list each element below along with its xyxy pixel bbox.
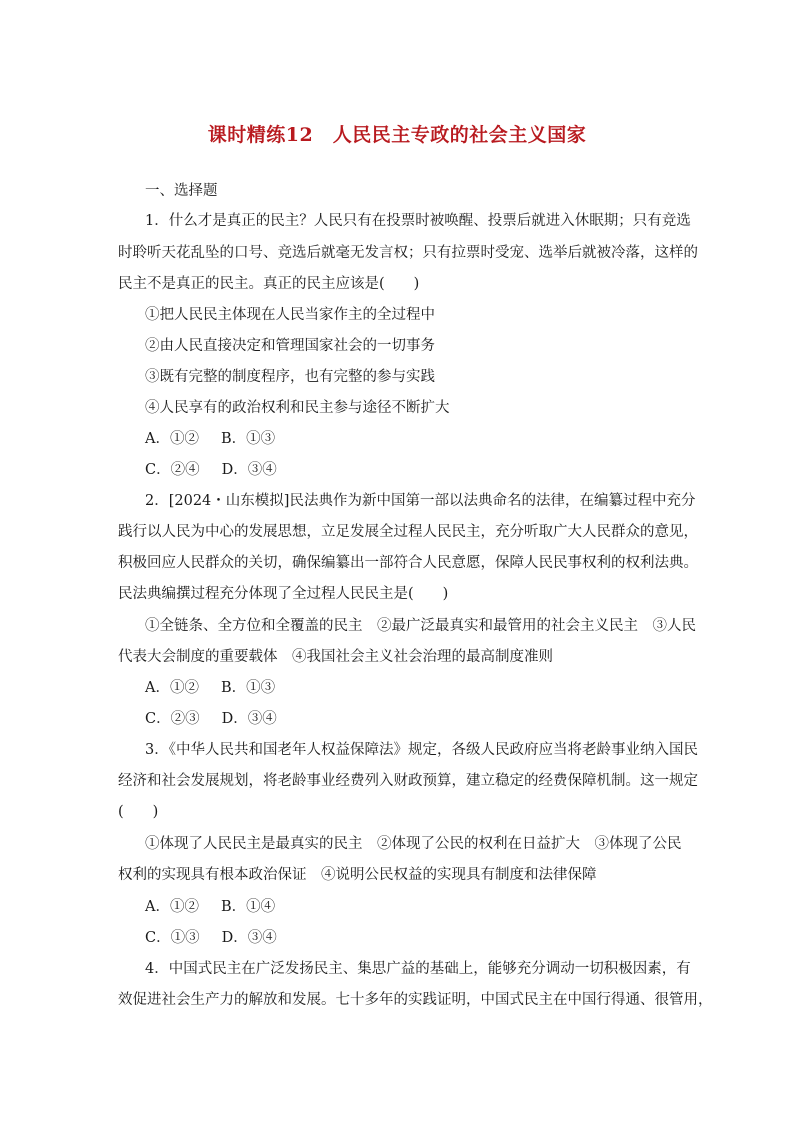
answer-choice-a: A．①② bbox=[145, 431, 199, 447]
question-1-option-2: ②由人民直接决定和管理国家社会的一切事务 bbox=[145, 338, 435, 354]
answer-choice-c: C．②③ bbox=[145, 711, 200, 727]
answer-choice-b: B．①③ bbox=[220, 431, 276, 447]
page-title: 课时精练12 人民民主专政的社会主义国家 bbox=[207, 124, 587, 146]
question-3-option-line-1: ①体现了人民民主是最真实的民主 ②体现了公民的权利在日益扩大 ③体现了公民 bbox=[145, 836, 682, 852]
question-2-line-4: 民法典编撰过程充分体现了全过程人民民主是( ) bbox=[118, 586, 449, 602]
question-1-line-2: 时聆听天花乱坠的口号、竞选后就毫无发言权；只有拉票时受宠、选举后就被冷落，这样的 bbox=[118, 245, 698, 261]
question-1-answer-row-2 bbox=[145, 461, 277, 479]
question-4-line-1: 4．中国式民主在广泛发扬民主、集思广益的基础上，能够充分调动一切积极因素，有 bbox=[145, 961, 691, 977]
answer-choice-a: A．①② bbox=[145, 899, 199, 915]
question-3-answer-row-2 bbox=[145, 929, 277, 947]
question-3-option-line-2: 权利的实现具有根本政治保证 ④说明公民权益的实现具有制度和法律保障 bbox=[118, 867, 597, 883]
question-1-line-1: 1．什么才是真正的民主？人民只有在投票时被唤醒、投票后就进入休眠期；只有竞选 bbox=[145, 213, 691, 229]
section-heading: 一、选择题 bbox=[145, 183, 218, 199]
answer-choice-c: C．①③ bbox=[145, 930, 200, 946]
question-3-answer-row-1 bbox=[145, 898, 275, 916]
question-2-answer-row-2 bbox=[145, 710, 277, 728]
question-2-line-3: 积极回应人民群众的关切，确保编纂出一部符合人民意愿，保障人民民事权利的权利法典。 bbox=[118, 555, 698, 571]
question-3-line-3: ( ) bbox=[118, 804, 159, 820]
answer-choice-d: D．③④ bbox=[221, 930, 277, 946]
question-1-option-1: ①把人民民主体现在人民当家作主的全过程中 bbox=[145, 307, 435, 323]
question-2-answer-row-1 bbox=[145, 679, 275, 697]
answer-choice-c: C．②④ bbox=[145, 462, 200, 478]
question-2-line-2: 践行以人民为中心的发展思想，立足发展全过程人民民主，充分听取广大人民群众的意见， bbox=[118, 524, 698, 540]
answer-choice-a: A．①② bbox=[145, 680, 199, 696]
question-1-answer-row-1 bbox=[145, 430, 275, 448]
answer-choice-b: B．①④ bbox=[220, 899, 276, 915]
answer-choice-d: D．③④ bbox=[221, 462, 277, 478]
question-3-line-2: 经济和社会发展规划，将老龄事业经费列入财政预算，建立稳定的经费保障机制。这一规定 bbox=[118, 773, 698, 789]
question-4-line-2: 效促进社会生产力的解放和发展。七十多年的实践证明，中国式民主在中国行得通、很管用， bbox=[118, 992, 713, 1008]
question-1-option-3: ③既有完整的制度程序，也有完整的参与实践 bbox=[145, 369, 435, 385]
question-1-option-4: ④人民享有的政治权利和民主参与途径不断扩大 bbox=[145, 400, 450, 416]
question-2-option-line-2: 代表大会制度的重要载体 ④我国社会主义社会治理的最高制度准则 bbox=[118, 649, 553, 665]
question-3-line-1: 3．《中华人民共和国老年人权益保障法》规定，各级人民政府应当将老龄事业纳入国民 bbox=[145, 742, 698, 758]
question-2-line-1: 2．[2024・山东模拟]民法典作为新中国第一部以法典命名的法律，在编纂过程中充分 bbox=[145, 493, 696, 509]
question-1-line-3: 民主不是真正的民主。真正的民主应该是( ) bbox=[118, 276, 420, 292]
answer-choice-d: D．③④ bbox=[221, 711, 277, 727]
answer-choice-b: B．①③ bbox=[220, 680, 276, 696]
question-2-option-line-1: ①全链条、全方位和全覆盖的民主 ②最广泛最真实和最管用的社会主义民主 ③人民 bbox=[145, 618, 696, 634]
